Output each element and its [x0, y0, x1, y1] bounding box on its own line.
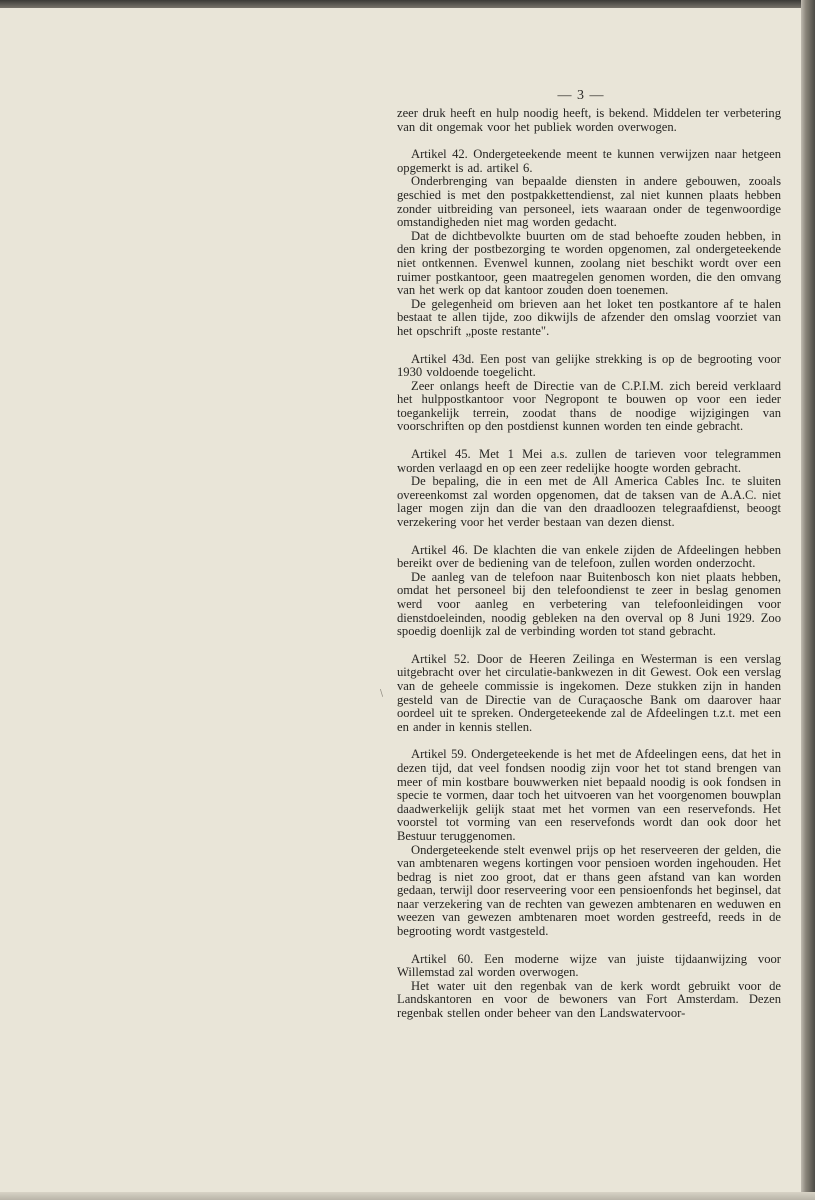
paragraph-artikel-59: Artikel 59. Ondergeteekende is het met de Afdeelingen eens, dat het in dezen tijd, dat veel fondsen noodig zijn voor het tot stand brengen van meer of min kostbare bouwwerken niet bepaald noodig is ook fondsen in specie te vormen, daar toch het uitvoeren van het voorgenomen bouwplan daadwerkelijk gelijk staat met het vormen van een reservefonds. Het voorstel tot vorming van een reservefonds wordt dan ook door het Bestuur teruggenomen. [397, 747, 781, 843]
paragraph-artikel-52: Artikel 52. Door de Heeren Zeilinga en Westerman is een verslag uitgebracht over het circulatie-bankwezen in dit Gewest. Ook een verslag van de geheele commissie is ingekomen. Deze stukken zijn in handen gesteld van de Directie van de Curaçaosche Bank om daarover haar oordeel uit te spreken. Ondergeteekende zal de Afdeelingen t.z.t. met een en ander in kennis stellen. [397, 651, 781, 734]
paragraph: De bepaling, die in een met de All America Cables Inc. te sluiten overeenkomst zal worden opgenomen, dat de taksen van de A.A.C. niet lager mogen zijn dan die van den draadloozen telegraafdienst, beoogt verzekering voor het verder bestaan van dezen dienst. [397, 474, 781, 530]
paragraph: Ondergeteekende stelt evenwel prijs op het reserveeren der gelden, die van ambtenaren wegens kortingen voor pensioen worden ingehouden. Het bedrag is niet zoo groot, dat er thans geen afstand van kan worden gedaan, terwijl door reserveering voor een pensioenfonds het beginsel, dat naar verzekering van de rechten van gewezen ambtenaren en weduwen en weezen van gewezen ambtenaren moet worden gestreefd, reeds in de begrooting wordt vastgesteld. [397, 842, 781, 939]
scan-bottom-edge [0, 1192, 815, 1200]
paragraph-artikel-43d: Artikel 43d. Een post van gelijke strekking is op de begrooting voor 1930 voldoende toegelicht. [397, 351, 781, 380]
paragraph: zeer druk heeft en hulp noodig heeft, is bekend. Middelen ter verbetering van dit ongemak voor het publiek worden overwogen. [397, 106, 781, 134]
paragraph-artikel-42: Artikel 42. Ondergeteekende meent te kunnen verwijzen naar hetgeen opgemerkt is ad. artikel 6. [397, 147, 781, 175]
paragraph-artikel-45: Artikel 45. Met 1 Mei a.s. zullen de tarieven voor telegrammen worden verlaagd en op een zeer redelijke hoogte worden gebracht. [397, 447, 781, 475]
paragraph-artikel-46: Artikel 46. De klachten die van enkele zijden de Afdeelingen hebben bereikt over de bediening van de telefoon, zullen worden onderzocht. [397, 542, 781, 571]
page-number: — 3 — [557, 88, 605, 103]
paragraph: Onderbrenging van bepaalde diensten in andere gebouwen, zooals geschied is met den postpakkettendienst, zal niet kunnen plaats hebben zonder uitbreiding van personeel, iets waaraan onder de tegenwoordige omstandigheden niet mag worden gedacht. [397, 174, 781, 230]
paragraph: De aanleg van de telefoon naar Buitenbosch kon niet plaats hebben, omdat het personeel bij den telefoondienst te zeer in beslag genomen werd voor aanleg en verbetering van telefoonleidingen voor dienstdoeleinden, noodig gebleken na den overval op 8 Juni 1929. Zoo spoedig doenlijk zal de verbinding worden tot stand gebracht. [397, 569, 781, 639]
page-binding-edge [801, 0, 815, 1200]
paragraph: Het water uit den regenbak van de kerk wordt gebruikt voor de Landskantoren en voor de bewoners van Fort Amsterdam. Dezen regenbak stellen onder beheer van den Landswatervoor- [397, 978, 781, 1021]
paragraph: De gelegenheid om brieven aan het loket ten postkantore af te halen bestaat te allen tijde, zoo dikwijls de afzender den omslag voorziet van het opschrift „poste restante". [397, 296, 781, 338]
paragraph: Zeer onlangs heeft de Directie van de C.P.I.M. zich bereid verklaard het hulppostkantoor voor Negropont te bouwen op voor een ieder toegankelijk terrein, zoodat thans de noodige wijzigingen van voorschriften op den postdienst kunnen worden ten einde gebracht. [397, 378, 781, 434]
paragraph-artikel-60: Artikel 60. Een moderne wijze van juiste tijdaanwijzing voor Willemstad zal worden overwogen. [397, 951, 781, 980]
paragraph: Dat de dichtbevolkte buurten om de stad behoefte zouden hebben, in den kring der postbezorging te worden opgenomen, zal ondergeteekende niet ontkennen. Evenwel kunnen, zoolang niet beschikt wordt over een ruimer postkantoor, geen maatregelen genomen worden, die den omvang van het werk op dat kantoor zouden doen toenemen. [397, 228, 781, 298]
stray-ink-mark: \ [380, 689, 384, 699]
body-text [397, 107, 781, 1021]
scan-top-edge [0, 0, 815, 8]
